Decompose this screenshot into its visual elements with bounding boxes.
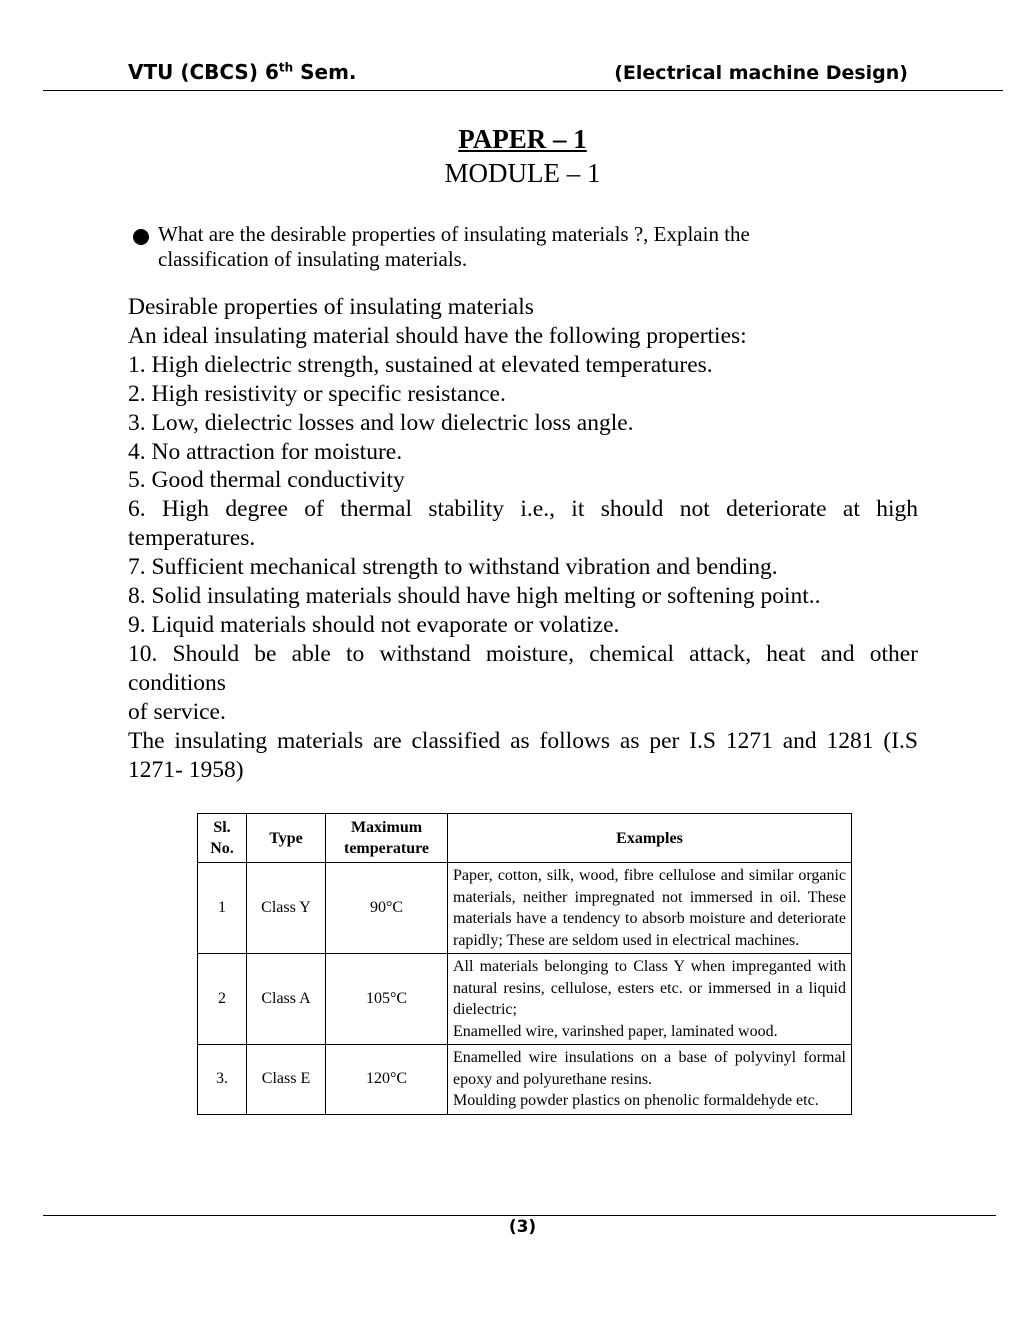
examples-text: All materials belonging to Class Y when impreganted with natural resins, cellulose, esters etc. or immersed in a liquid dielectric; xyxy=(453,958,846,1018)
module-title: MODULE – 1 xyxy=(444,158,601,188)
cell-examples xyxy=(448,954,852,1045)
question xyxy=(133,222,853,272)
property-item: 5. Good thermal conductivity xyxy=(128,467,405,494)
header-rule xyxy=(43,90,1003,91)
cell-temp: 120°C xyxy=(326,1045,448,1115)
property-item-continued: of service. xyxy=(128,698,226,725)
property-item: 2. High resistivity or specific resistance. xyxy=(128,380,506,407)
bullet-icon xyxy=(133,229,149,245)
cell-temp: 105°C xyxy=(326,954,448,1045)
cell-sl: 1 xyxy=(198,863,247,954)
header-max-temp xyxy=(326,814,448,863)
table-row xyxy=(198,1045,852,1115)
property-item: 10. Should be able to withstand moisture, chemical attack, heat and other xyxy=(128,640,918,667)
property-item: 7. Sufficient mechanical strength to withstand vibration and bending. xyxy=(128,554,778,581)
header-sl-no xyxy=(198,814,247,863)
table-row xyxy=(198,863,852,954)
header-temp-line1: Maximum xyxy=(350,819,423,836)
course-suffix: Sem. xyxy=(293,60,357,84)
property-item-continued: temperatures. xyxy=(128,525,256,552)
property-item: 4. No attraction for moisture. xyxy=(128,438,403,465)
table-header-row xyxy=(198,814,852,863)
cell-sl: 2 xyxy=(198,954,247,1045)
examples-text-extra: Enamelled wire, varinshed paper, laminated wood. xyxy=(453,1022,778,1040)
cell-sl: 3. xyxy=(198,1045,247,1115)
cell-type: Class E xyxy=(247,1045,326,1115)
paper-title: PAPER – 1 xyxy=(458,124,587,154)
intro-text: An ideal insulating material should have the following properties: xyxy=(128,322,747,349)
property-item: 8. Solid insulating materials should have high melting or softening point.. xyxy=(128,583,821,610)
title-block xyxy=(0,122,1020,190)
classification-text-continued: 1271- 1958) xyxy=(128,756,244,783)
insulation-class-table xyxy=(197,813,852,1115)
table-row xyxy=(198,954,852,1045)
course-label xyxy=(128,60,357,84)
property-item: 1. High dielectric strength, sustained at elevated temperatures. xyxy=(128,351,713,378)
header-temp-line2: temperature xyxy=(344,840,429,857)
page-header xyxy=(128,58,908,88)
classification-text: The insulating materials are classified as follows as per I.S 1271 and 1281 (I.S xyxy=(128,727,918,754)
answer-body xyxy=(128,293,918,784)
question-text: What are the desirable properties of insulating materials ?, Explain the classification of insulating materials. xyxy=(158,222,750,271)
subject-label: (Electrical machine Design) xyxy=(614,62,908,84)
property-item: 3. Low, dielectric losses and low dielectric loss angle. xyxy=(128,409,634,436)
header-examples: Examples xyxy=(448,814,852,863)
footer-rule xyxy=(43,1215,996,1216)
cell-type: Class Y xyxy=(247,863,326,954)
header-sl-line2: No. xyxy=(210,840,234,857)
property-item-continued: conditions xyxy=(128,669,226,696)
examples-text: Enamelled wire insulations on a base of polyvinyl formal epoxy and polyurethane resins. xyxy=(453,1049,846,1088)
section-heading: Desirable properties of insulating materials xyxy=(128,294,534,320)
cell-type: Class A xyxy=(247,954,326,1045)
semester-superscript: th xyxy=(278,60,294,75)
header-sl-line1: Sl. xyxy=(213,819,231,836)
course-prefix: VTU (CBCS) 6 xyxy=(128,60,279,84)
property-item: 6. High degree of thermal stability i.e., it should not deteriorate at high xyxy=(128,496,918,523)
property-item: 9. Liquid materials should not evaporate or volatize. xyxy=(128,611,620,638)
cell-examples xyxy=(448,1045,852,1115)
examples-text-extra: Moulding powder plastics on phenolic formaldehyde etc. xyxy=(453,1092,819,1109)
header-type: Type xyxy=(247,814,326,863)
cell-examples: Paper, cotton, silk, wood, fibre cellulose and similar organic materials, neither impregnated not immersed in oil. These materials have a tendency to absorb moisture and deteriorate rapidly; These are seldom used in electrical machines. xyxy=(448,863,852,954)
page-number: (3) xyxy=(508,1217,537,1237)
cell-temp: 90°C xyxy=(326,863,448,954)
